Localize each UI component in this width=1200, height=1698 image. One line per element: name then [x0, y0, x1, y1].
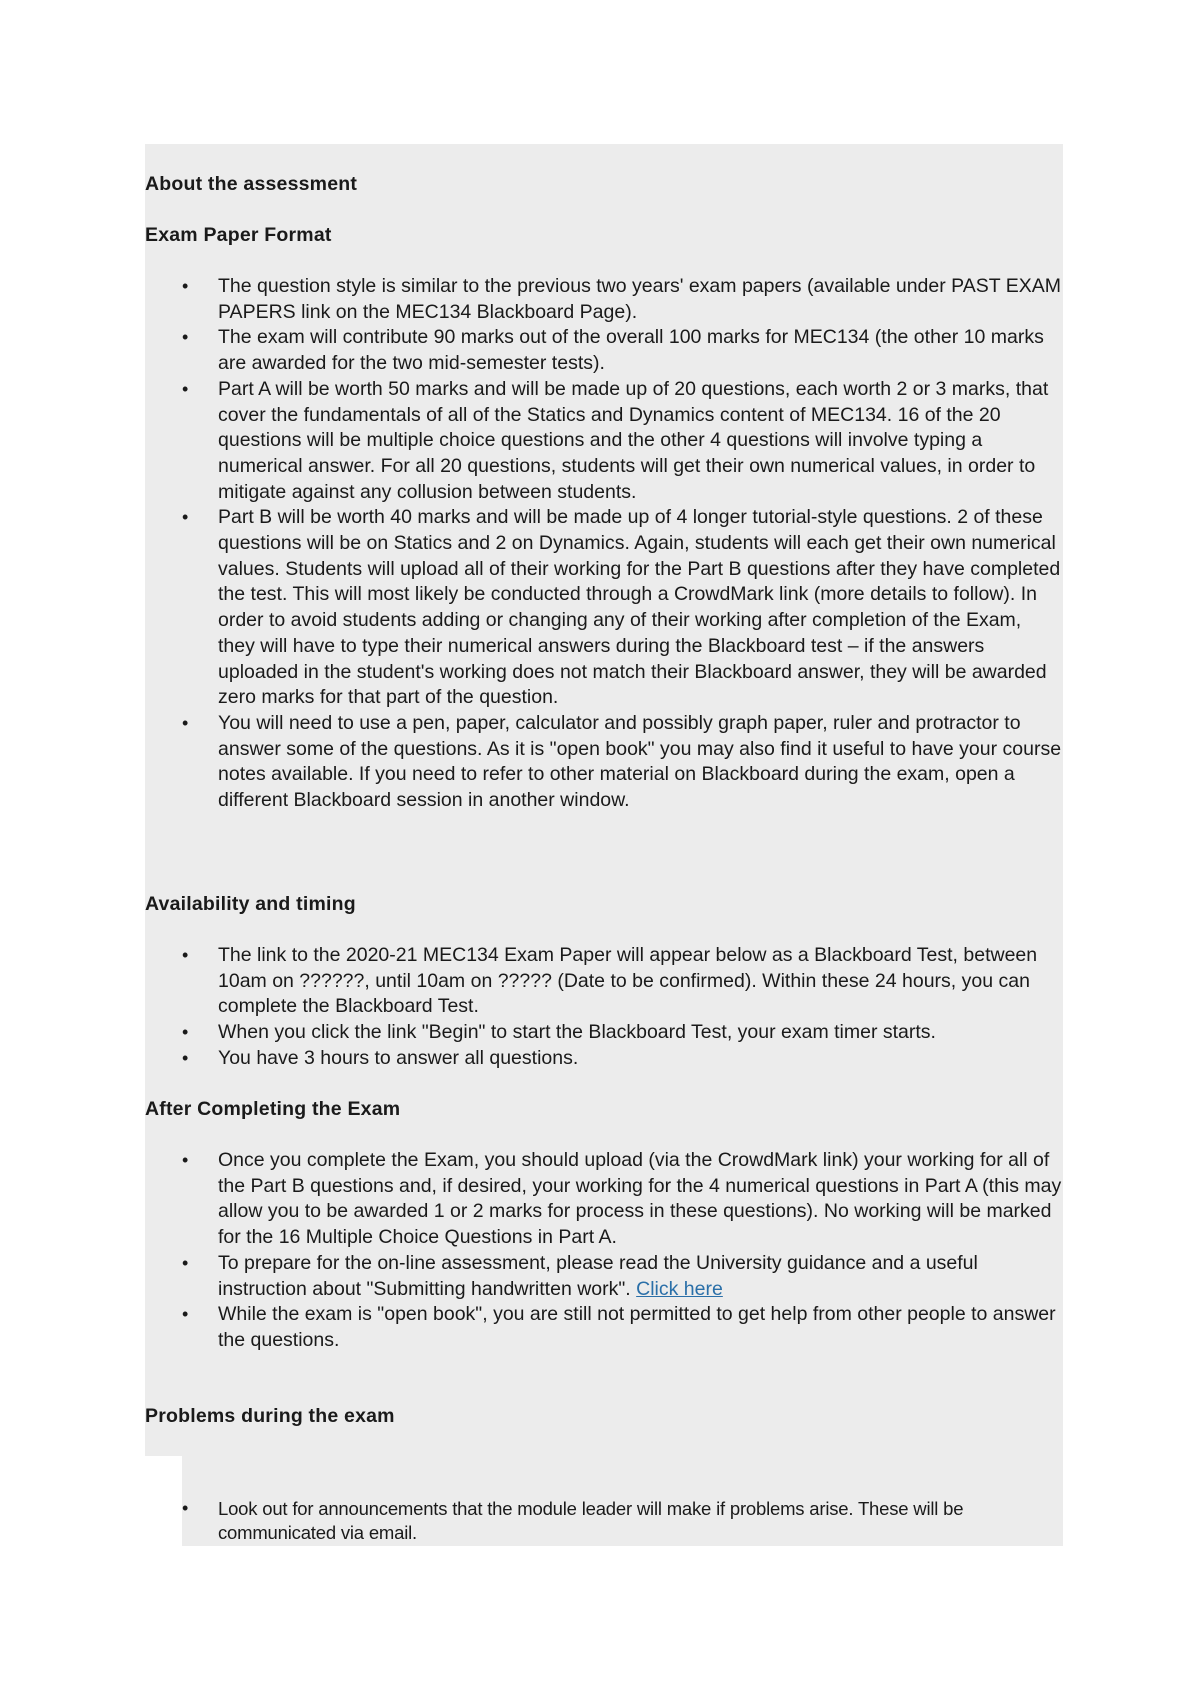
click-here-link[interactable]: Click here — [636, 1277, 723, 1300]
list-item: • Part A will be worth 50 marks and will be made up of 20 questions, each worth 2 or 3 marks, that cover the fundamentals of all of the Statics and Dynamics content of MEC134. 16 of the 20 questions will be multiple choice questions and the other 4 questions will involve typing a numerical answer. For all 20 questions, students will get their own numerical values, in order to mitigate against any collusion between students. — [145, 377, 1063, 506]
heading-about: About the assessment — [145, 173, 358, 195]
heading-availability: Availability and timing — [145, 893, 356, 915]
list-item: • You have 3 hours to answer all questions. — [145, 1046, 1063, 1072]
list-item — [145, 1251, 1063, 1302]
list-item: • Look out for announcements that the module leader will make if problems arise. These will be communicated via email. — [145, 1497, 1063, 1544]
list-item: • Part B will be worth 40 marks and will be made up of 4 longer tutorial-style questions. 2 of these questions will be on Statics and 2 on Dynamics. Again, students will each get their own numerical values. Students will upload all of their working for the Part B questions after they have completed the test. This will most likely be conducted through a CrowdMark link (more details to follow). In order to avoid students adding or changing any of their working after completion of the Exam, they will have to type their numerical answers during the Blackboard test – if the answers uploaded in the student's working does not match their Blackboard answer, they will be awarded zero marks for that part of the question. — [145, 505, 1063, 711]
list-item: • When you click the link "Begin" to start the Blackboard Test, your exam timer starts. — [145, 1020, 1063, 1046]
list-item-text: To prepare for the on-line assessment, please read the University guidance and a useful instruction about "Submitting handwritten work". — [218, 1251, 978, 1300]
list-item: • The question style is similar to the previous two years' exam papers (available under PAST EXAM PAPERS link on the MEC134 Blackboard Page). — [145, 274, 1063, 325]
availability-list — [145, 943, 1063, 1072]
after-list — [145, 1148, 1063, 1354]
list-item: • Once you complete the Exam, you should upload (via the CrowdMark link) your working for all of the Part B questions and, if desired, your working for the 4 numerical questions in Part A (this may allow you to be awarded 1 or 2 marks for process in these questions). No working will be marked for the 16 Multiple Choice Questions in Part A. — [145, 1148, 1063, 1251]
list-item: • The link to the 2020-21 MEC134 Exam Paper will appear below as a Blackboard Test, between 10am on ??????, until 10am on ????? (Date to be confirmed). Within these 24 hours, you can complete the Blackboard Test. — [145, 943, 1063, 1020]
document-page — [145, 144, 1063, 1546]
list-item: • You will need to use a pen, paper, calculator and possibly graph paper, ruler and protractor to answer some of the questions. As it is "open book" you may also find it useful to have your course notes available. If you need to refer to other material on Blackboard during the exam, open a different Blackboard session in another window. — [145, 711, 1063, 814]
problems-list — [145, 1497, 1063, 1544]
format-list — [145, 274, 1063, 814]
list-item: • The exam will contribute 90 marks out of the overall 100 marks for MEC134 (the other 10 marks are awarded for the two mid-semester tests). — [145, 325, 1063, 376]
list-item: • While the exam is "open book", you are still not permitted to get help from other people to answer the questions. — [145, 1302, 1063, 1353]
heading-after-exam: After Completing the Exam — [145, 1098, 401, 1120]
heading-problems: Problems during the exam — [145, 1405, 395, 1427]
heading-exam-format: Exam Paper Format — [145, 224, 332, 246]
